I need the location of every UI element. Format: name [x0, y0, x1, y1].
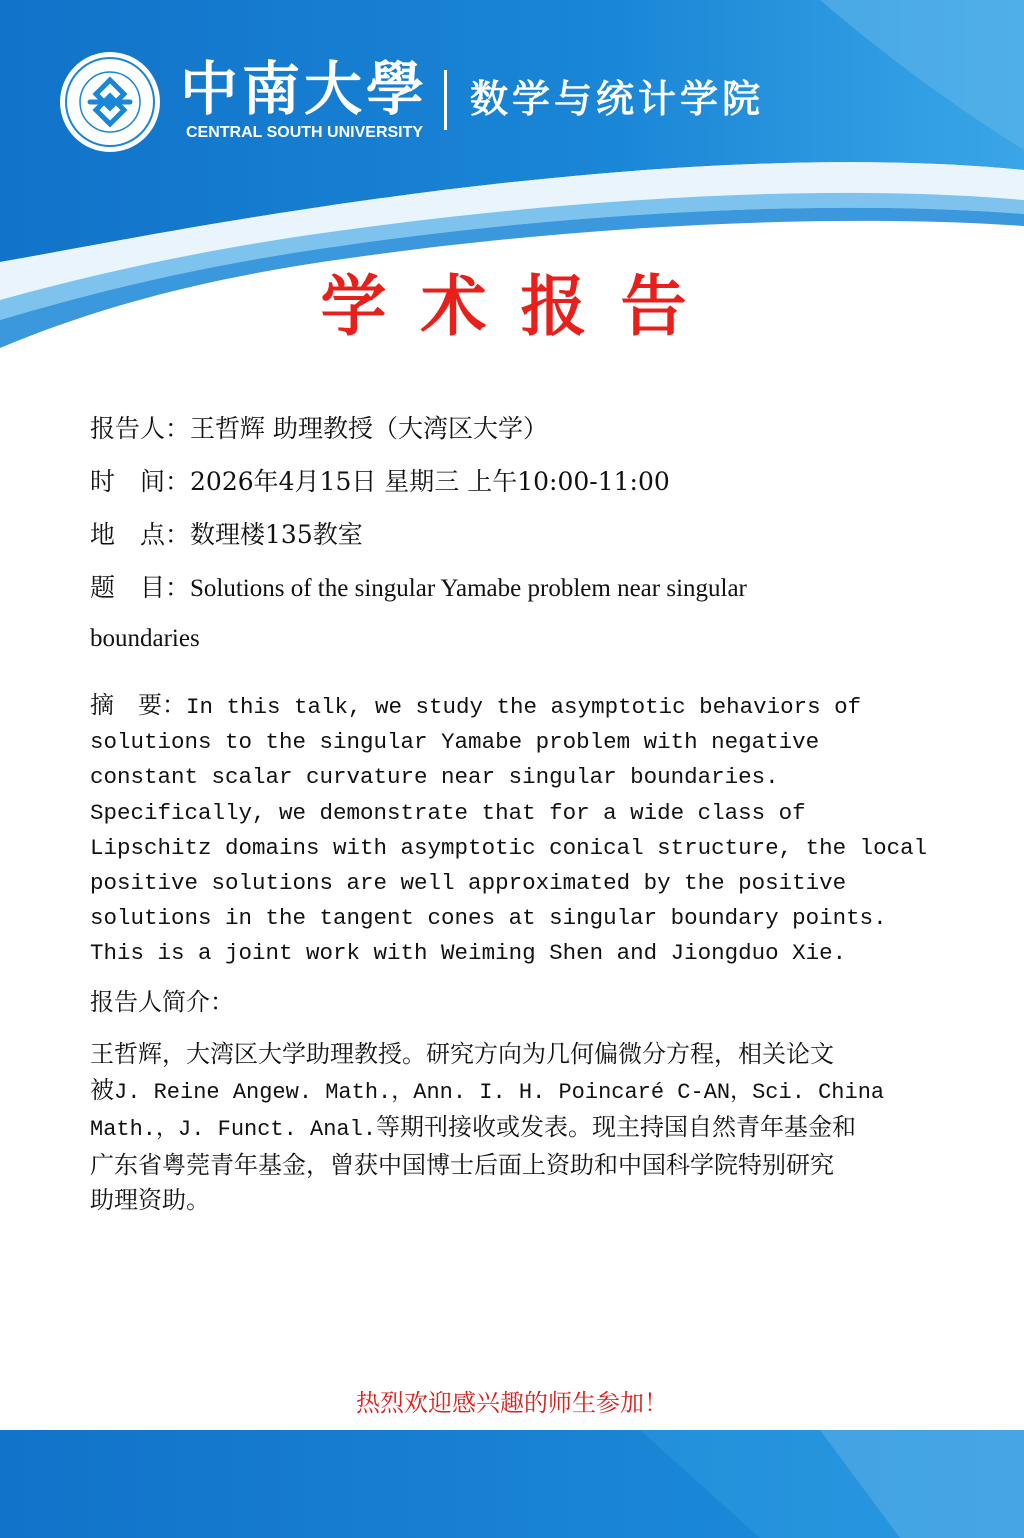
place-value: 数理楼135教室: [190, 520, 363, 549]
abstract: [90, 688, 950, 972]
abstract-line: This is a joint work with Weiming Shen and Jiongduo Xie.: [90, 940, 847, 967]
university-name-cn: 中南大學: [180, 55, 429, 123]
abstract-line: positive solutions are well approximated by the positive: [90, 870, 847, 897]
bio-line: Math.，J. Funct. Anal.: [90, 1117, 377, 1142]
time-value: 2026年4月15日 星期三 上午10:00-11:00: [190, 467, 670, 496]
bio-heading: 报告人简介：: [90, 988, 234, 1016]
bio-line: 被: [90, 1075, 114, 1104]
place-line: [90, 518, 363, 552]
bio-line: 助理资助。: [90, 1186, 210, 1214]
topic-value-continued: boundaries: [90, 625, 200, 652]
speaker-value: 王哲辉 助理教授（大湾区大学）: [190, 414, 548, 443]
topic-label: 题 目：: [90, 573, 191, 602]
university-name-en: CENTRAL SOUTH UNIVERSITY: [186, 124, 424, 141]
abstract-label: 摘 要：: [90, 691, 186, 719]
university-seal-logo: [58, 50, 162, 154]
abstract-line: solutions to the singular Yamabe problem with negative: [90, 729, 820, 756]
topic-value: Solutions of the singular Yamabe problem near singular: [190, 575, 747, 602]
header-divider: [444, 70, 447, 130]
abstract-line: Lipschitz domains with asymptotic conical structure, the local: [90, 834, 928, 861]
poster-title: 学术报告: [320, 268, 721, 345]
bio-text: [90, 1037, 940, 1219]
bio-line: 王哲辉，大湾区大学助理教授。研究方向为几何偏微分方程，相关论文: [90, 1040, 834, 1068]
time-line: [90, 465, 670, 499]
welcome-message: 热烈欢迎感兴趣的师生参加！: [356, 1389, 668, 1417]
bio-line: 等期刊接收或发表。现主持国自然青年基金和: [376, 1113, 857, 1141]
bio-line: 广东省粤莞青年基金，曾获中国博士后面上资助和中国科学院特别研究: [90, 1150, 834, 1179]
abstract-line: In this talk, we study the asymptotic behaviors of: [186, 694, 862, 720]
topic-line: [90, 571, 747, 606]
bio-line: J. Reine Angew. Math.，Ann. I. H. Poincaré C-AN，Sci. China: [114, 1079, 885, 1105]
school-name: 数学与统计学院: [470, 76, 765, 121]
speaker-line: [90, 412, 548, 446]
speaker-label: 报告人：: [90, 414, 191, 443]
abstract-line: solutions in the tangent cones at singular boundary points.: [90, 905, 887, 932]
abstract-line: constant scalar curvature near singular boundaries.: [90, 764, 779, 791]
place-label: 地 点：: [90, 520, 191, 549]
time-label: 时 间：: [90, 467, 191, 496]
footer-banner: [0, 1430, 1024, 1538]
abstract-line: Specifically, we demonstrate that for a wide class of: [90, 799, 806, 826]
